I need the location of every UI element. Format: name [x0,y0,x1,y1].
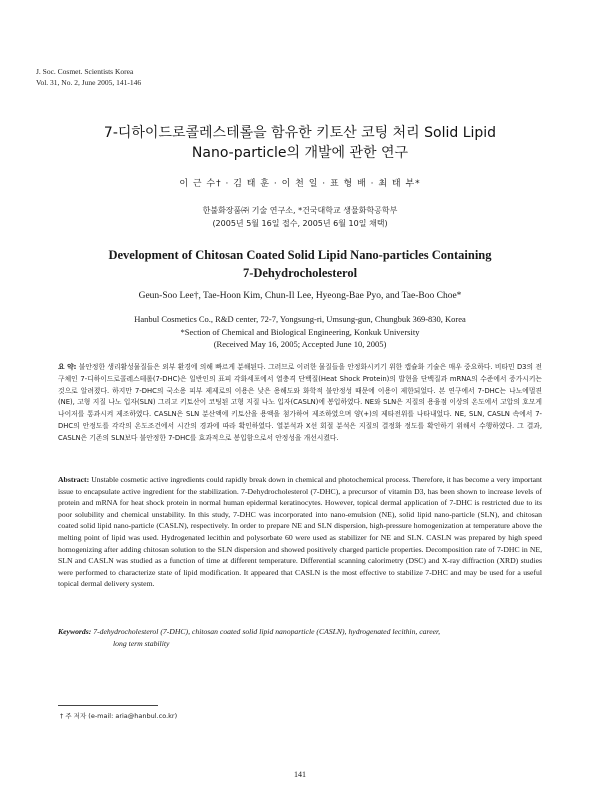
english-title [50,246,550,282]
keywords-label: Keywords: [58,627,92,636]
page-number: 141 [294,770,306,779]
keywords-line1: 7-dehydrocholesterol (7-DHC), chitosan coated solid lipid nanoparticle (CASLN), hydrogenated lecithin, career, [93,627,441,636]
journal-volume: Vol. 31, No. 2, June 2005, 141-146 [36,78,142,87]
english-affiliation-line2: *Section of Chemical and Biological Engineering, Konkuk University [180,326,420,337]
english-abstract-label: Abstract: [58,475,90,484]
english-affiliation-line1: Hanbul Cosmetics Co., R&D center, 72-7, Yongsung-ri, Umsung-gun, Chungbuk 369-830, Korea [134,314,466,324]
korean-abstract-label: 요 약: [58,363,77,371]
korean-affiliation [0,204,600,230]
korean-title-line2: Nano-particle의 개발에 관한 연구 [191,145,409,161]
korean-authors: 이 근 수† · 김 태 훈 · 이 천 일 · 표 형 배 · 최 태 부* [179,179,421,189]
english-received-dates: (Received May 16, 2005; Accepted June 10, 2005) [213,339,387,349]
journal-header [36,66,141,88]
english-title-line1: Development of Chitosan Coated Solid Lipid Nano-particles Containing [108,248,492,262]
english-title-line2: 7-Dehydrocholesterol [242,266,358,280]
korean-title [60,123,540,163]
korean-affiliation-line1: 한불화장품㈜ 기술 연구소, *건국대학교 생물화학공학부 [202,206,398,215]
korean-abstract [58,362,542,445]
korean-title-line1: 7-디하이드로콜레스테롤을 함유한 키토산 코팅 처리 Solid Lipid [103,125,497,141]
footnote-divider [58,705,158,706]
korean-abstract-text: 불안정한 생리활성물질들은 외부 환경에 의해 빠르게 분해된다. 그러므로 이러한 물질들을 안정화시키기 위한 캡슐화 기술은 매우 중요하다. 비타민 D3의 전구체인 7-디하이드로콜레스테롤(7-DHC)은 일반인의 표피 각화세포에서 열충격 단백질(Heat Shock Protein)의 발현을 단백질과 mRNA의 수준에서 증가시키는 것으로 알려졌다. 하지만 7-DHC의 국소용 피부 제제로의 이용은 낮은 용해도와 화학적 불안정성 때문에 이용이 제한되었다. 본 연구에서 7-DHC는 나노에멀젼(NE), 고형 지질 나노 입자(SLN) 그리고 키토산이 코팅된 고형 지질 나노 입자(CASLN)에 봉입하였다. NE와 SLN은 지질의 용융점 이상의 온도에서 고압의 호모게나이저를 통과시켜 제조하였다. CASLN은 SLN 분산액에 키토산을 용액을 첨가하여 제조하였으며 양(+)의 제타전위를 나타내었다. NE, SLN, CASLN 속에서 7-DHC의 안정도를 각각의 온도조건에서 시간의 경과에 따라 확인하였다. 열분석과 X선 회절 분석은 지질의 결정화 정도를 확인하기 위해서 수행하였다. 그 결과, CASLN은 기존의 SLN보다 불안정한 7-DHC를 효과적으로 봉입함으로서 안정성을 개선시켰다. [58,363,542,442]
keywords-line2: long term stability [113,638,170,648]
english-abstract [58,474,542,590]
keywords [58,626,542,649]
korean-received-dates: (2005년 5월 16일 접수, 2005년 6월 10일 채택) [212,219,388,228]
english-affiliation [0,313,600,351]
footnote: † 주 저자 (e-mail: aria@hanbul.co.kr) [60,712,178,720]
english-abstract-text: Unstable cosmetic active ingredients could rapidly break down in chemical and photochemical process. Therefore, it has become a very important issue to encapsulate active ingredient for the stabilization. 7-Dehydrocholesterol (7-DHC), a precursor of vitamin D3, has been shown to increase levels of protein and mRNA for heat shock protein in normal human epidermal keratinocytes. However, topical dermal application of 7-DHC is restricted due to its poor solubility and chemical unstability. In this study, 7-DHC was incorporated into nano-emulsion (NE), solid lipid nano-particle (SLN), and chitosan coated solid lipid nano-particle (CASLN), respectively. In order to prepare NE and SLN dispersion, high-pressure homogenization at temperature above the melting point of lipid was used. Hydrogenated lecithin and polysorbate 60 were used as stabilizer for NE and SLN. CASLN was prepared by high speed homogenizing after adding chitosan solution to the SLN dispersion and showed positively charged particle properties. Decomposition rate of 7-DHC in NE, SLN and CASLN was studied as a function of time at different temperature. Differential scanning calorimetry (DSC) and X-ray diffraction (XRD) studies were performed to characterize state of lipid modification. It appeared that CASLN is the most effective to stabilize 7-DHC and may be used for a useful topical dermal delivery system. [58,475,542,589]
english-authors: Geun-Soo Lee†, Tae-Hoon Kim, Chun-Il Lee, Hyeong-Bae Pyo, and Tae-Boo Choe* [138,291,462,301]
journal-name: J. Soc. Cosmet. Scientists Korea [36,67,134,76]
